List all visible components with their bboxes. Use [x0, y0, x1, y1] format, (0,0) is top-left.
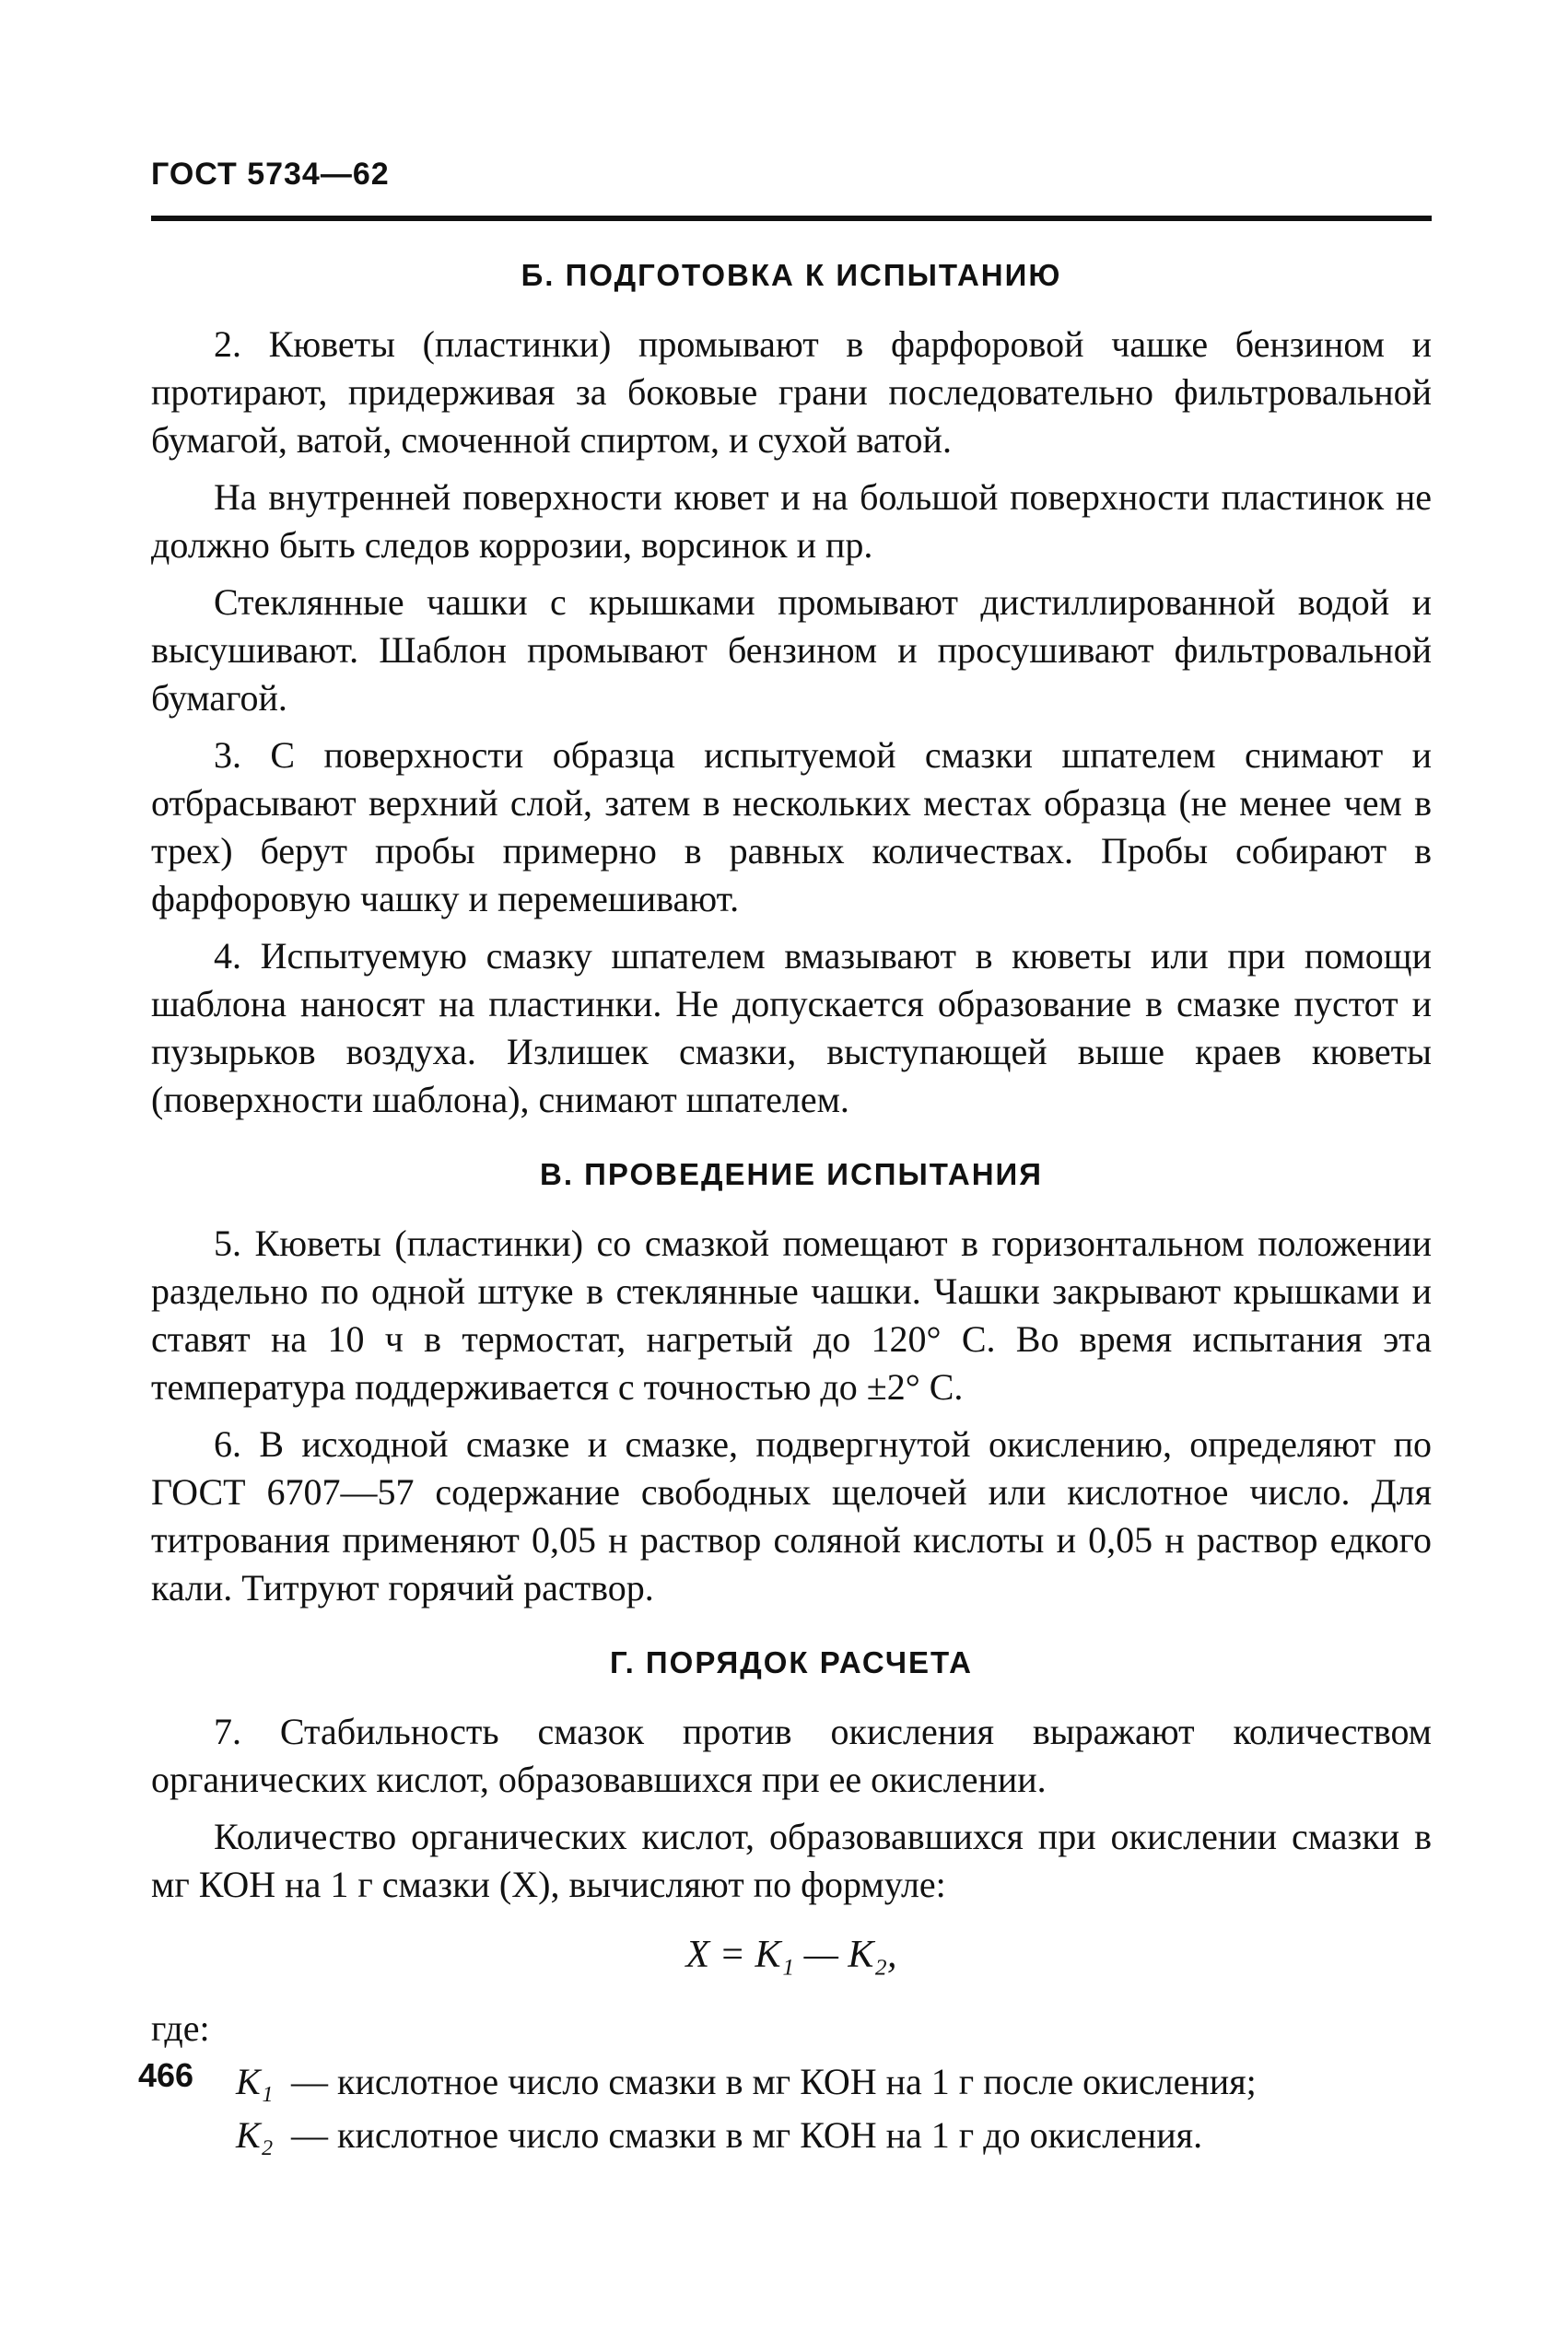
section-title-preparation: Б. ПОДГОТОВКА К ИСПЫТАНИЮ — [521, 258, 1062, 292]
paragraph-4: 4. Испытуемую смазку шпателем вмазывают в кюветы или при помощи шаблона наносят на пластинки. Не допускается образование в смазке пустот и пузырьков воздуха. Излишек смазки, выступающей выше краев кюветы (поверхности шаблона), снимают шпателем. — [151, 935, 1432, 1120]
paragraph-2b: На внутренней поверхности кювет и на большой поверхности пластинок не должно быть следов коррозии, ворсинок и пр. — [151, 476, 1432, 566]
paragraph-5: 5. Кюветы (пластинки) со смазкой помещают в горизонтальном положении раздельно по одной штуке в стеклянные чашки. Чашки закрывают крышками и ставят на 10 ч в термостат, нагретый до 120° С. Во время испытания эта температура поддерживается с точностью до ±2° С. — [151, 1222, 1432, 1408]
document-page — [151, 157, 1432, 2159]
paragraph-7: 7. Стабильность смазок против окисления выражают количеством органических кислот, образовавшихся при ее окислении. — [151, 1711, 1432, 1800]
definition-text: — кислотное число смазки в мг КОН на 1 г после окисления; — [291, 2061, 1257, 2102]
paragraph-6: 6. В исходной смазке и смазке, подвергнутой окислению, определяют по ГОСТ 6707—57 содержание свободных щелочей или кислотное число. Для титрования применяют 0,05 н раствор соляной кислоты и 0,05 н раствор едкого кали. Титруют горячий раствор. — [151, 1423, 1432, 1609]
document-code: ГОСТ 5734—62 — [151, 157, 390, 192]
definition-k2 — [236, 2112, 1432, 2159]
formula: X = K₁ — K₂, — [685, 1934, 897, 1976]
paragraph-2: 2. Кюветы (пластинки) промывают в фарфоровой чашке бензином и протирают, придерживая за боковые грани последовательно фильтровальной бумагой, ватой, смоченной спиртом, и сухой ватой. — [151, 323, 1432, 461]
paragraph-2c: Стеклянные чашки с крышками промывают дистиллированной водой и высушивают. Шаблон промывают бензином и просушивают фильтровальной бумагой. — [151, 581, 1432, 719]
section-title-calculation: Г. ПОРЯДОК РАСЧЕТА — [610, 1645, 973, 1679]
definition-text: — кислотное число смазки в мг КОН на 1 г до окисления. — [291, 2114, 1203, 2156]
where-label: где: — [151, 2007, 210, 2049]
definition-k1 — [236, 2058, 1432, 2106]
paragraph-7b: Количество органических кислот, образовавшихся при окислении смазки в мг КОН на 1 г смазки (X), вычисляют по формуле: — [151, 1816, 1432, 1905]
definition-symbol: K₂ — [236, 2114, 274, 2156]
paragraph-3: 3. С поверхности образца испытуемой смазки шпателем снимают и отбрасывают верхний слой, затем в нескольких местах образца (не менее чем в трех) берут пробы примерно в равных количествах. Пробы собирают в фарфоровую чашку и перемешивают. — [151, 734, 1432, 919]
definition-symbol: K₁ — [236, 2061, 274, 2102]
page-number: 466 — [138, 2056, 194, 2094]
section-title-testing: В. ПРОВЕДЕНИЕ ИСПЫТАНИЯ — [540, 1157, 1043, 1191]
header-rule — [151, 216, 1432, 221]
